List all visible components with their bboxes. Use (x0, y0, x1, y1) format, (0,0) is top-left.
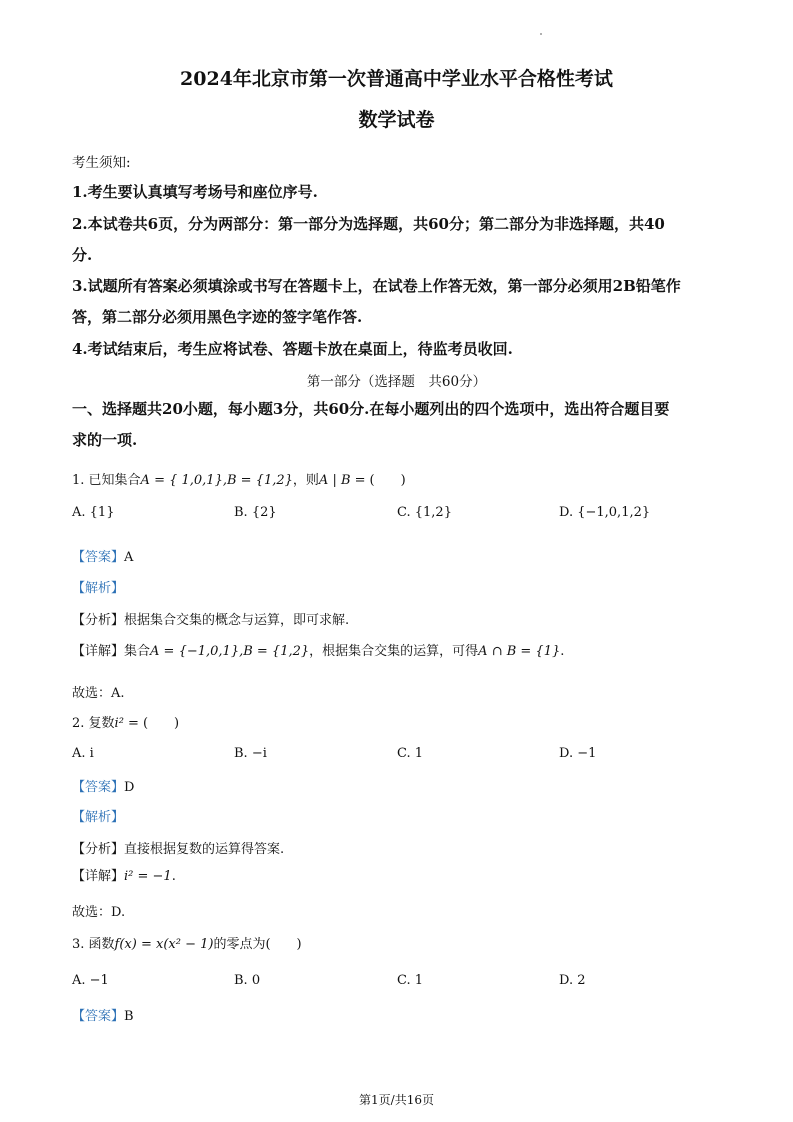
q2-fenxi-tag: 【分析】 (72, 842, 125, 857)
q3-answer-tag: 【答案】 (72, 1009, 125, 1024)
q1-xiangjie-math2: A ∩ B = {1} (478, 644, 561, 659)
q1-option-b: B. {2} (234, 505, 277, 520)
q2-choice: 故选：D. (72, 905, 126, 920)
q1-answer-value: A (124, 550, 134, 565)
q3-answer (72, 1005, 134, 1024)
exam-subtitle: 数学试卷 (358, 109, 435, 131)
q2-answer (72, 776, 134, 795)
page-number: 第1页/共16页 (359, 1093, 434, 1107)
notice-heading: 考生须知: (72, 155, 131, 171)
q1-stem-suffix: ( ) (369, 473, 406, 488)
q1-xiangjie-mid: ，根据集合交集的运算，可得 (309, 644, 479, 659)
q2-fenxi-text: 直接根据复数的运算得答案. (124, 842, 285, 857)
q2-answer-value: D (124, 780, 135, 795)
q1-stem-prefix: 1. 已知集合 (72, 473, 141, 488)
q3-stem-suffix: 的零点为( ) (213, 937, 302, 952)
q3-option-c: C. 1 (397, 973, 424, 988)
q1-option-a: A. {1} (72, 505, 115, 520)
q2-stem-suffix: ( ) (142, 716, 180, 731)
q1-fenxi-text: 根据集合交集的概念与运算，即可求解. (124, 613, 350, 628)
q2-option-b: B. −i (234, 746, 267, 761)
q1-stem (72, 469, 406, 488)
q3-option-b: B. 0 (234, 973, 261, 988)
notice-item-2-cont: 分. (72, 246, 93, 264)
q1-stem-math2: A | B = (318, 473, 366, 488)
q1-stem-mid: ，则 (292, 473, 319, 488)
notice-item-1: 1.考生要认真填写考场号和座位序号. (72, 183, 318, 201)
scan-dot (540, 33, 542, 35)
q2-fenxi (72, 838, 284, 857)
q2-option-a: A. i (72, 746, 94, 761)
part1-heading: 第一部分（选择题 共60分） (306, 374, 487, 390)
q2-option-c: C. 1 (397, 746, 424, 761)
q2-xiangjie-math: i² = −1 (124, 869, 172, 884)
q2-stem-prefix: 2. 复数 (72, 716, 115, 731)
q1-stem-math: A = { 1,0,1},B = {1,2} (140, 473, 293, 488)
q1-xiangjie (72, 640, 564, 659)
q1-xiangjie-math: A = {−1,0,1},B = {1,2} (150, 644, 310, 659)
q1-fenxi-tag: 【分析】 (72, 613, 125, 628)
q1-option-c: C. {1,2} (397, 505, 452, 520)
q2-option-d: D. −1 (559, 746, 597, 761)
q1-choice: 故选：A. (72, 686, 125, 701)
q3-option-d: D. 2 (559, 973, 586, 988)
q1-answer (72, 546, 133, 565)
q2-answer-tag: 【答案】 (72, 780, 125, 795)
q1-option-d: D. {−1,0,1,2} (559, 505, 651, 520)
q2-stem-math: i² = (114, 716, 139, 731)
q3-stem (72, 933, 302, 952)
q1-analysis-tag: 【解析】 (72, 581, 125, 596)
part1-instructions-1: 一、选择题共20小题，每小题3分，共60分.在每小题列出的四个选项中，选出符合题目要 (72, 400, 670, 418)
part1-instructions-2: 求的一项. (72, 431, 138, 449)
q3-stem-prefix: 3. 函数 (72, 937, 115, 952)
q2-analysis-tag: 【解析】 (72, 810, 125, 825)
q3-option-a: A. −1 (72, 973, 109, 988)
q3-stem-math: f(x) = x(x² − 1) (114, 937, 214, 952)
q1-xiangjie-tag: 【详解】 (72, 644, 125, 659)
q1-fenxi (72, 609, 349, 628)
q2-xiangjie-tag: 【详解】 (72, 869, 125, 884)
q3-answer-value: B (124, 1009, 134, 1024)
q1-xiangjie-prefix: 集合 (124, 644, 151, 659)
q2-stem (72, 712, 179, 731)
notice-item-3: 3.试题所有答案必须填涂或书写在答题卡上，在试卷上作答无效，第一部分必须用2B铅笔作 (72, 277, 681, 295)
notice-item-2: 2.本试卷共6页，分为两部分：第一部分为选择题，共60分；第二部分为非选择题，共40 (72, 215, 665, 233)
notice-item-3-cont: 答，第二部分必须用黑色字迹的签字笔作答. (72, 308, 363, 326)
q2-xiangjie (72, 865, 176, 884)
q1-answer-tag: 【答案】 (72, 550, 125, 565)
q2-xiangjie-end: . (171, 869, 176, 884)
exam-title: 2024年北京市第一次普通高中学业水平合格性考试 (180, 68, 613, 90)
notice-item-4: 4.考试结束后，考生应将试卷、答题卡放在桌面上，待监考员收回. (72, 340, 513, 358)
q1-xiangjie-end: . (560, 644, 565, 659)
